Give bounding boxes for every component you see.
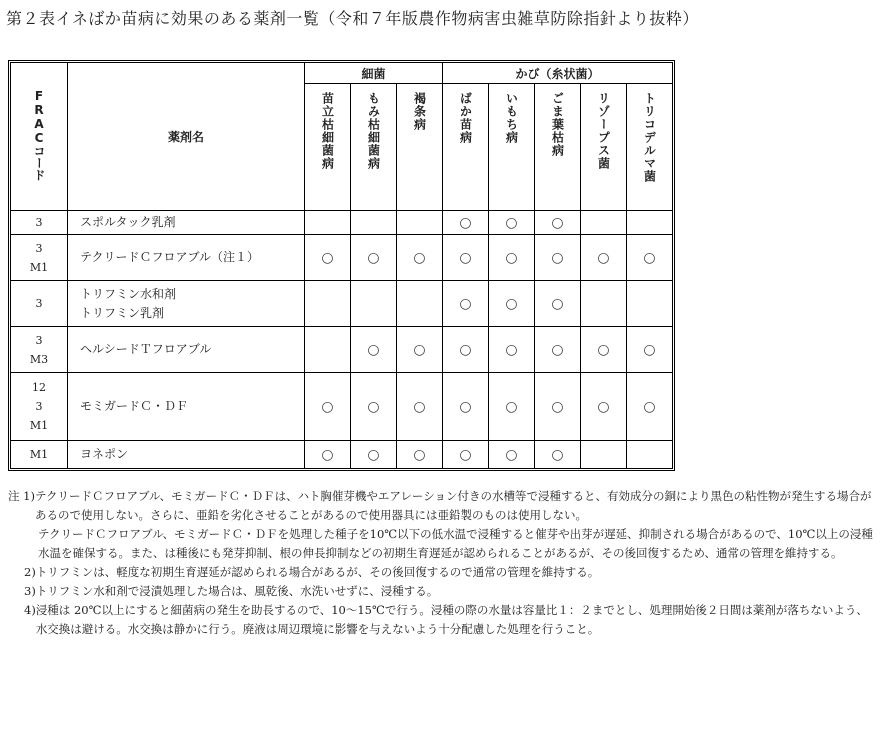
effective-mark: ○ (367, 446, 380, 463)
efficacy-cell (627, 235, 673, 281)
frac-code: M1 (29, 260, 49, 274)
effective-mark: ○ (551, 341, 564, 358)
efficacy-cell (535, 235, 581, 281)
efficacy-cell (535, 211, 581, 235)
pesticide-name: トリフミン乳剤 (80, 305, 165, 320)
effective-mark: ○ (643, 398, 656, 415)
efficacy-cell (305, 327, 351, 373)
frac-code: 3 (35, 297, 43, 310)
table-row (11, 281, 673, 327)
efficacy-cell (397, 373, 443, 441)
efficacy-cell (443, 235, 489, 281)
efficacy-cell (581, 373, 627, 441)
efficacy-cell (305, 373, 351, 441)
effective-mark: ○ (643, 341, 656, 358)
table-body (11, 211, 673, 469)
notes-section (8, 487, 874, 639)
efficacy-cell (535, 327, 581, 373)
disease-header (351, 84, 397, 211)
table-row (11, 441, 673, 469)
frac-code-header (11, 63, 68, 211)
efficacy-cell (305, 235, 351, 281)
efficacy-cell (581, 441, 627, 469)
pesticide-table (10, 62, 673, 469)
pesticide-name-cell (68, 211, 305, 235)
efficacy-cell (351, 373, 397, 441)
pesticide-name: ヘルシードＴフロアブル (80, 342, 212, 356)
effective-mark: ○ (367, 398, 380, 415)
efficacy-cell (535, 281, 581, 327)
frac-code: 3 (35, 400, 43, 413)
disease-header-label: ごま葉枯病 (550, 92, 565, 157)
disease-header (489, 84, 535, 211)
efficacy-cell (443, 281, 489, 327)
disease-header (443, 84, 489, 211)
efficacy-cell (397, 441, 443, 469)
table-row (11, 211, 673, 235)
note-1 (8, 487, 874, 525)
frac-code-cell (11, 327, 68, 373)
efficacy-cell (443, 441, 489, 469)
efficacy-cell (489, 327, 535, 373)
note-number: 2) (24, 565, 36, 579)
effective-mark: ○ (459, 398, 472, 415)
effective-mark: ○ (367, 249, 380, 266)
effective-mark: ○ (321, 249, 334, 266)
table-row (11, 373, 673, 441)
frac-code: 12 (32, 381, 46, 394)
efficacy-cell (581, 281, 627, 327)
disease-header (581, 84, 627, 211)
efficacy-cell (627, 281, 673, 327)
efficacy-cell (535, 373, 581, 441)
efficacy-cell (351, 441, 397, 469)
efficacy-cell (535, 441, 581, 469)
pesticide-name-cell (68, 441, 305, 469)
effective-mark: ○ (459, 295, 472, 312)
note-number: 注 1) (8, 489, 35, 503)
table-row (11, 327, 673, 373)
frac-code: M1 (29, 419, 49, 432)
bacteria-group-header: 細菌 (305, 63, 443, 84)
fungi-group-header: かび（糸状菌） (443, 63, 673, 84)
frac-code-cell (11, 235, 68, 281)
efficacy-cell (581, 235, 627, 281)
efficacy-cell (305, 211, 351, 235)
efficacy-cell (443, 373, 489, 441)
efficacy-cell (489, 373, 535, 441)
disease-header (627, 84, 673, 211)
efficacy-cell (581, 211, 627, 235)
pesticide-name: テクリードＣフロアブル（注１） (80, 250, 260, 264)
effective-mark: ○ (551, 295, 564, 312)
effective-mark: ○ (321, 398, 334, 415)
frac-code-cell (11, 441, 68, 469)
note-text: 浸種は 20℃以上にすると細菌病の発生を助長するので、10～15℃で行う。浸種の際の水量は容量比１：２までとし、処理開始後２日間は薬剤が落ちないよう、水交換は避ける。水交換は静かに行う。廃液は周辺環境に影響を与えないよう十分配慮した処理を行うこと。 (35, 603, 868, 636)
efficacy-cell (627, 441, 673, 469)
disease-header-label: いもち病 (504, 92, 519, 144)
effective-mark: ○ (597, 398, 610, 415)
disease-header-label: リゾープス菌 (596, 92, 611, 170)
efficacy-cell (443, 211, 489, 235)
effective-mark: ○ (413, 446, 426, 463)
efficacy-cell (489, 235, 535, 281)
pesticide-name-cell (68, 235, 305, 281)
effective-mark: ○ (321, 446, 334, 463)
efficacy-cell (627, 373, 673, 441)
note-text: テクリードＣフロアブル、モミガードＣ・ＤＦを処理した種子を10℃以下の低水温で浸種すると催芽や出芽が遅延、抑制される場合があるので、10℃以上の浸種水温を確保する。また、は種後にも発芽抑制、根の伸長抑制などの初期生育遅延が認められることがあるが、その後回復するため、通常の管理を維持する。 (38, 527, 873, 560)
frac-code-cell (11, 373, 68, 441)
note-text: トリフミン水和剤で浸漬処理した場合は、風乾後、水洗いせずに、浸種する。 (35, 584, 439, 598)
efficacy-cell (305, 281, 351, 327)
frac-code-header-label: FRACコード (32, 89, 46, 181)
frac-code: M3 (29, 352, 49, 366)
disease-header (397, 84, 443, 211)
effective-mark: ○ (597, 249, 610, 266)
frac-code: 3 (35, 333, 43, 347)
effective-mark: ○ (459, 214, 472, 231)
effective-mark: ○ (505, 398, 518, 415)
effective-mark: ○ (505, 214, 518, 231)
effective-mark: ○ (459, 341, 472, 358)
efficacy-cell (627, 327, 673, 373)
disease-header (305, 84, 351, 211)
effective-mark: ○ (505, 249, 518, 266)
efficacy-cell (351, 211, 397, 235)
disease-header-label: もみ枯細菌病 (366, 92, 381, 170)
efficacy-cell (489, 441, 535, 469)
note-text: トリフミンは、軽度な初期生育遅延が認められる場合があるが、その後回復するので通常の管理を維持する。 (35, 565, 600, 579)
effective-mark: ○ (413, 398, 426, 415)
efficacy-cell (489, 281, 535, 327)
disease-header-label: 苗立枯細菌病 (320, 92, 335, 170)
pesticide-name: モミガードＣ・ＤＦ (80, 399, 189, 413)
effective-mark: ○ (459, 446, 472, 463)
note-4 (8, 601, 874, 639)
page-title: 第２表イネばか苗病に効果のある薬剤一覧（令和７年版農作物病害虫雑草防除指針より抜粋） (6, 9, 699, 28)
pesticide-name-cell (68, 281, 305, 327)
pesticide-name: ヨネポン (80, 447, 129, 461)
note-3 (8, 582, 874, 601)
efficacy-cell (443, 327, 489, 373)
effective-mark: ○ (551, 249, 564, 266)
disease-header-label: ばか苗病 (458, 92, 473, 144)
effective-mark: ○ (413, 341, 426, 358)
effective-mark: ○ (551, 446, 564, 463)
effective-mark: ○ (551, 398, 564, 415)
efficacy-cell (397, 327, 443, 373)
efficacy-cell (489, 211, 535, 235)
effective-mark: ○ (643, 249, 656, 266)
frac-code: 3 (35, 216, 43, 229)
frac-code-cell (11, 211, 68, 235)
effective-mark: ○ (505, 446, 518, 463)
pesticide-name: トリフミン水和剤 (80, 286, 177, 301)
efficacy-cell (351, 327, 397, 373)
effective-mark: ○ (551, 214, 564, 231)
disease-header-label: 褐条病 (412, 92, 427, 131)
efficacy-cell (305, 441, 351, 469)
pesticide-name-cell (68, 327, 305, 373)
pesticide-name: スポルタック乳剤 (80, 215, 176, 229)
frac-code-cell (11, 281, 68, 327)
effective-mark: ○ (505, 341, 518, 358)
effective-mark: ○ (459, 249, 472, 266)
disease-header (535, 84, 581, 211)
efficacy-cell (581, 327, 627, 373)
frac-code: M1 (29, 448, 49, 461)
pesticide-name-cell (68, 373, 305, 441)
efficacy-cell (397, 211, 443, 235)
note-text: テクリードＣフロアブル、モミガードＣ・ＤＦは、ハト胸催芽機やエアレーション付きの水槽等で浸種すると、有効成分の銅により黒色の粘性物が発生する場合があるので使用しない。さらに、亜鉛を劣化させることがあるので使用器具には亜鉛製のものは使用しない。 (34, 489, 872, 522)
efficacy-cell (351, 235, 397, 281)
efficacy-cell (351, 281, 397, 327)
effective-mark: ○ (367, 341, 380, 358)
effective-mark: ○ (597, 341, 610, 358)
efficacy-cell (397, 281, 443, 327)
frac-code: 3 (35, 241, 43, 255)
note-2 (8, 563, 874, 582)
effective-mark: ○ (505, 295, 518, 312)
effective-mark: ○ (413, 249, 426, 266)
efficacy-cell (627, 211, 673, 235)
efficacy-cell (397, 235, 443, 281)
note-1-continued (8, 525, 874, 563)
note-number: 4) (24, 603, 36, 617)
pesticide-name-header: 薬剤名 (68, 63, 305, 211)
disease-header-label: トリコデルマ菌 (642, 92, 657, 183)
note-number: 3) (24, 584, 36, 598)
table-row (11, 235, 673, 281)
